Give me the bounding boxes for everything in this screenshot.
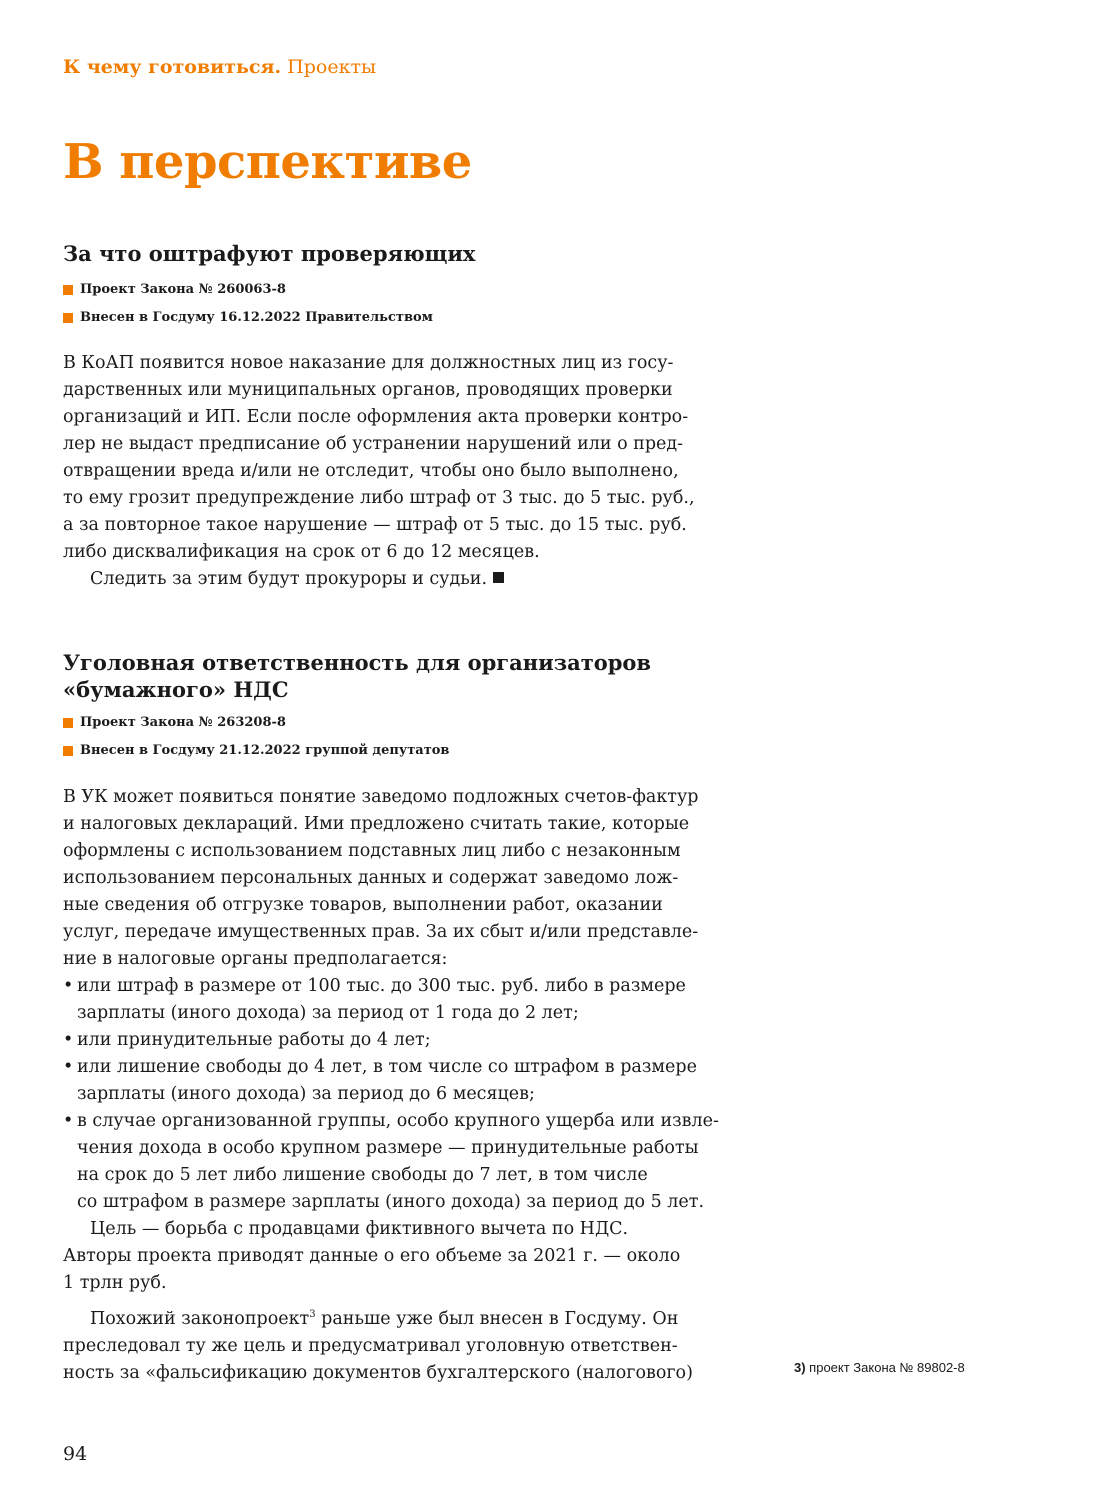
list-item-continuation: со штрафом в размере зарплаты (иного дохода) за период до 5 лет. <box>77 1192 705 1212</box>
list-item: • или штраф в размере от 100 тыс. до 300 тыс. руб. либо в размере <box>63 973 753 1000</box>
footnote-ref[interactable]: 3 <box>309 1309 316 1320</box>
bullet-icon: • <box>63 1111 74 1131</box>
list-item-continuation: зарплаты (иного дохода) за период от 1 года до 2 лет; <box>77 1003 579 1023</box>
text-line: Следить за этим будут прокуроры и судьи. <box>63 566 753 593</box>
list-item-continuation: на срок до 5 лет либо лишение свободы до 7 лет, в том числе <box>77 1165 648 1185</box>
text-line: лер не выдаст предписание об устранении нарушений или о пред- <box>63 434 684 454</box>
text-line: ные сведения об отгрузке товаров, выполнении работ, оказании <box>63 895 663 915</box>
text-line: ность за «фальсификацию документов бухгалтерского (налогового) <box>63 1363 693 1383</box>
list-item: • или лишение свободы до 4 лет, в том числе со штрафом в размере <box>63 1054 753 1081</box>
list-item-continuation: чения дохода в особо крупном размере — принудительные работы <box>77 1138 699 1158</box>
article1-heading: За что оштрафуют проверяющих <box>63 241 476 266</box>
end-mark-icon <box>493 572 504 583</box>
text-line: В УК может появиться понятие заведомо подложных счетов-фактур <box>63 787 699 807</box>
page-title: В перспективе <box>63 134 472 190</box>
footnote <box>794 1360 965 1375</box>
footnote-text: проект Закона № 89802-8 <box>805 1360 965 1375</box>
orange-square-icon <box>63 285 73 295</box>
text-line: преследовал ту же цель и предусматривал уголовную ответствен- <box>63 1336 678 1356</box>
page-number: 94 <box>63 1443 88 1465</box>
bullet-icon: • <box>63 1057 74 1077</box>
article2-meta <box>63 709 449 765</box>
list-item: • в случае организованной группы, особо крупного ущерба или извле- <box>63 1108 753 1135</box>
article2-meta-line: Проект Закона № 263208-8 <box>63 709 449 737</box>
text-line: Авторы проекта приводят данные о его объеме за 2021 г. — около <box>63 1246 681 1266</box>
article2-meta-line: Внесен в Госдуму 21.12.2022 группой депутатов <box>63 737 449 765</box>
section-label-regular: Проекты <box>287 56 377 78</box>
text-line: Цель — борьба с продавцами фиктивного вычета по НДС. <box>90 1219 629 1239</box>
text-line: В КоАП появится новое наказание для должностных лиц из госу- <box>63 353 674 373</box>
text-line: использованием персональных данных и содержат заведомо лож- <box>63 868 679 888</box>
list-item: • или принудительные работы до 4 лет; <box>63 1027 753 1054</box>
article1-meta <box>63 276 433 332</box>
text-line: а за повторное такое нарушение — штраф от 5 тыс. до 15 тыс. руб. <box>63 515 687 535</box>
text-line: оформлены с использованием подставных лиц либо с незаконным <box>63 841 681 861</box>
orange-square-icon <box>63 718 73 728</box>
orange-square-icon <box>63 746 73 756</box>
text-line: ние в налоговые органы предполагается: <box>63 949 448 969</box>
orange-square-icon <box>63 313 73 323</box>
article2-body <box>63 784 753 1387</box>
article1-meta-line: Внесен в Госдуму 16.12.2022 Правительством <box>63 304 433 332</box>
text-line: отвращении вреда и/или не отследит, чтобы оно было выполнено, <box>63 461 679 481</box>
text-line: Похожий законопроект$^3$ раньше уже был внесен в Госдуму. Он <box>90 1309 679 1329</box>
bullet-icon: • <box>63 976 74 996</box>
text-line: то ему грозит предупреждение либо штраф от 3 тыс. до 5 тыс. руб., <box>63 488 695 508</box>
section-label-bold: К чему готовиться. <box>63 56 282 78</box>
text-line: организаций и ИП. Если после оформления акта проверки контро- <box>63 407 689 427</box>
article2-heading: Уголовная ответственность для организаторов «бумажного» НДС <box>63 650 652 702</box>
article1-body <box>63 350 753 593</box>
text-line: либо дисквалификация на срок от 6 до 12 месяцев. <box>63 542 540 562</box>
section-label <box>63 56 376 78</box>
text-line: дарственных или муниципальных органов, проводящих проверки <box>63 380 673 400</box>
text-line: и налоговых деклараций. Ими предложено считать такие, которые <box>63 814 690 834</box>
list-item-continuation: зарплаты (иного дохода) за период до 6 месяцев; <box>77 1084 535 1104</box>
footnote-number: 3) <box>794 1360 806 1375</box>
bullet-icon: • <box>63 1030 74 1050</box>
text-line: 1 трлн руб. <box>63 1273 167 1293</box>
text-line: услуг, передаче имущественных прав. За их сбыт и/или представле- <box>63 922 699 942</box>
article1-meta-line: Проект Закона № 260063-8 <box>63 276 433 304</box>
